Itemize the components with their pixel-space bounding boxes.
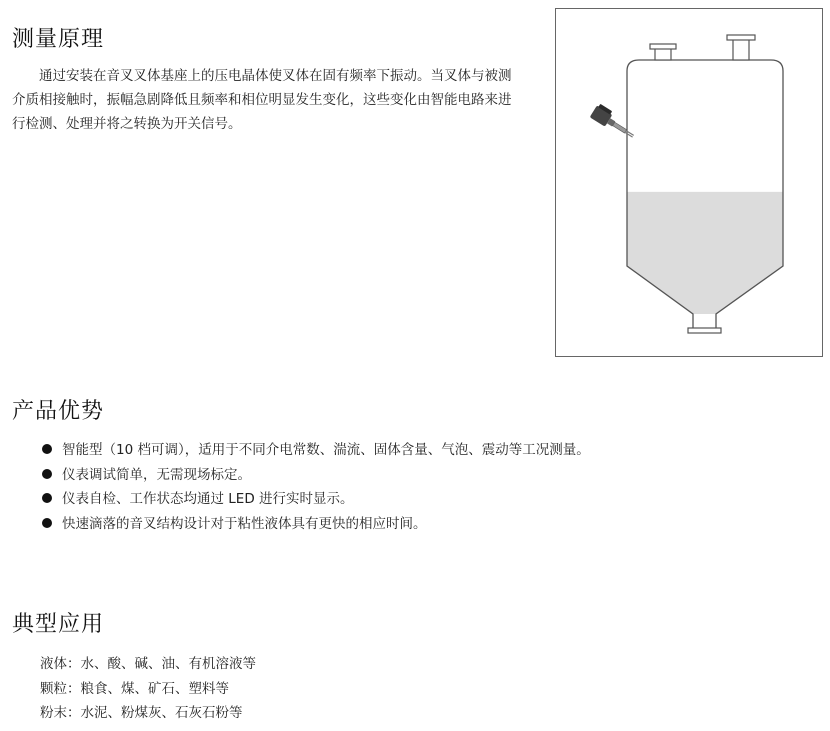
list-item: [40, 652, 256, 677]
application-label: 液体：: [40, 656, 81, 672]
list-item: [40, 677, 256, 702]
outlet-flange: [688, 328, 721, 333]
silo-diagram: [555, 8, 823, 357]
applications-title: 典型应用: [12, 612, 105, 637]
bullet-icon: [42, 493, 52, 503]
applications-list: [40, 652, 256, 726]
list-item: 快速滴落的音叉结构设计对于粘性液体具有更快的相应时间。: [12, 512, 590, 537]
bullet-icon: [42, 518, 52, 528]
list-item: 智能型（10 档可调），适用于不同介电常数、湍流、固体含量、气泡、震动等工况测量。: [12, 438, 590, 463]
advantages-list: [12, 438, 590, 536]
application-value: 水、酸、碱、油、有机溶液等: [80, 656, 256, 672]
list-item: [40, 701, 256, 726]
application-value: 粮食、煤、矿石、塑料等: [80, 680, 229, 697]
list-item: 仪表调试简单，无需现场标定。: [12, 463, 590, 488]
advantages-title: 产品优势: [12, 399, 105, 424]
application-value: 水泥、粉煤灰、石灰石粉等: [80, 705, 243, 721]
list-item: 仪表自检、工作状态均通过 LED 进行实时显示。: [12, 487, 590, 512]
silo-diagram-svg: [555, 8, 823, 357]
application-label: 颗粒：: [40, 680, 81, 697]
bullet-icon: [42, 444, 52, 454]
application-label: 粉末：: [40, 705, 81, 721]
principle-title: 测量原理: [12, 27, 105, 52]
bullet-icon: [42, 469, 52, 479]
principle-text: 通过安装在音叉叉体基座上的压电晶体使叉体在固有频率下振动。当叉体与被测介质相接触时，振幅急剧降低且频率和相位明显发生变化，这些变化由智能电路来进行检测、处理并将之转换为开关信号。: [12, 68, 512, 132]
